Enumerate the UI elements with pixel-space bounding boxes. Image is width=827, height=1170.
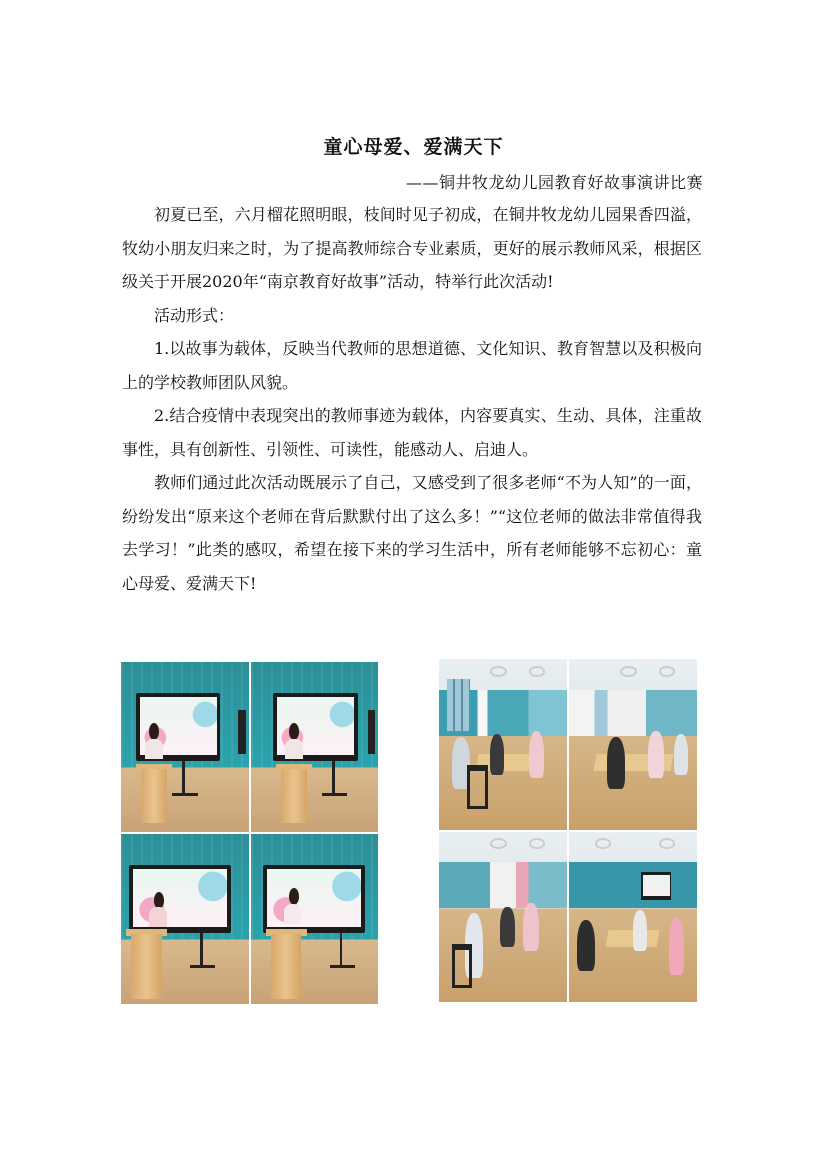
stage-photo-collage [121, 662, 378, 1004]
stage-speech-photo [121, 834, 249, 1004]
stage-speech-photo [251, 662, 379, 832]
document-body [122, 198, 702, 600]
paragraph-intro: 初夏已至，六月榴花照明眼，枝间时见子初成，在铜井牧龙幼儿园果香四溢，牧幼小朋友归来之时，为了提高教师综合专业素质，更好的展示教师风采，根据区级关于开展2020年“南京教育好故事”活动，特举行此次活动! [122, 205, 702, 291]
stage-speech-photo [121, 662, 249, 832]
paragraph-conclusion: 教师们通过此次活动既展示了自己，又感受到了很多老师“不为人知”的一面，纷纷发出“原来这个老师在背后默默付出了这么多！”“这位老师的做法非常值得我去学习！”此类的感叹，希望在接下来的学习生活中，所有老师能够不忘初心：童心母爱、爱满天下! [122, 473, 702, 593]
paragraph-item-2: 2.结合疫情中表现突出的教师事迹为载体，内容要真实、生动、具体，注重故事性，具有创新性、引领性、可读性，能感动人、启迪人。 [122, 406, 702, 459]
audience-classroom-photo [569, 659, 697, 830]
stage-speech-photo [251, 834, 379, 1004]
audience-photo-collage [439, 659, 697, 1002]
audience-classroom-photo [439, 832, 567, 1003]
audience-classroom-photo [439, 659, 567, 830]
paragraph-format-heading: 活动形式： [154, 305, 235, 325]
document-title: 童心母爱、爱满天下 [323, 136, 504, 158]
audience-classroom-photo [569, 832, 697, 1003]
paragraph-item-1: 1.以故事为载体，反映当代教师的思想道德、文化知识、教育智慧以及积极向上的学校教师团队风貌。 [122, 339, 702, 392]
document-subtitle: ——铜井牧龙幼儿园教育好故事演讲比赛 [405, 173, 703, 192]
